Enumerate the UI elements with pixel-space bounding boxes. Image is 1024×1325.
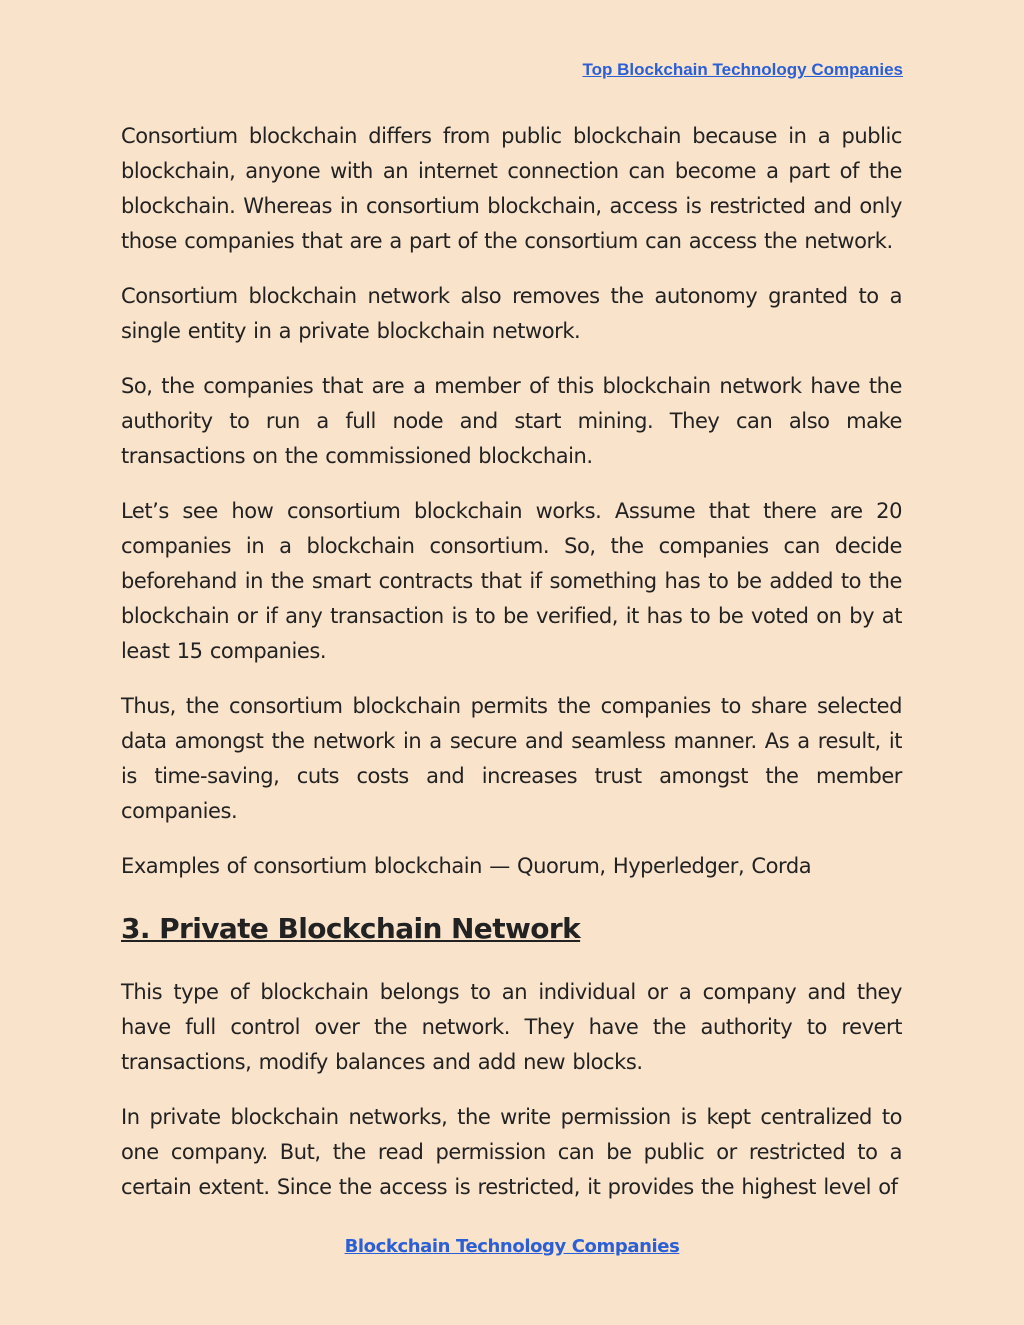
section-heading-private-blockchain: 3. Private Blockchain Network bbox=[121, 912, 581, 945]
paragraph-consortium-autonomy: Consortium blockchain network also removes the autonomy granted to a single entity in a private blockchain network. bbox=[121, 284, 902, 343]
paragraph-private-ownership: This type of blockchain belongs to an individual or a company and they have full control over the network. They have the authority to revert transactions, modify balances and add new blocks. bbox=[121, 980, 902, 1074]
footer-link[interactable]: Blockchain Technology Companies bbox=[344, 1236, 680, 1257]
paragraph-consortium-benefits: Thus, the consortium blockchain permits the companies to share selected data amongst the network in a secure and seamless manner. As a result, it is time-saving, cuts costs and increases trust amongst the member companies. bbox=[121, 694, 902, 823]
paragraph-consortium-members: So, the companies that are a member of this blockchain network have the authority to run a full node and start mining. They can also make transactions on the commissioned blockchain. bbox=[121, 374, 902, 468]
paragraph-consortium-how-it-works: Let’s see how consortium blockchain works. Assume that there are 20 companies in a blockchain consortium. So, the companies can decide beforehand in the smart contracts that if something has to be added to the blockchain or if any transaction is to be verified, it has to be voted on by at least 15 companies. bbox=[121, 499, 902, 663]
paragraph-consortium-examples: Examples of consortium blockchain — Quorum, Hyperledger, Corda bbox=[121, 854, 812, 878]
paragraph-consortium-vs-public: Consortium blockchain differs from public blockchain because in a public blockchain, anyone with an internet connection can become a part of the blockchain. Whereas in consortium blockchain, access is restricted and only those companies that are a part of the consortium can access the network. bbox=[121, 124, 902, 253]
paragraph-private-permissions: In private blockchain networks, the write permission is kept centralized to one company. But, the read permission can be public or restricted to a certain extent. Since the access is restricted, it provides the highest level of bbox=[121, 1105, 902, 1199]
header-link[interactable]: Top Blockchain Technology Companies bbox=[582, 60, 903, 79]
document-body bbox=[121, 119, 902, 1225]
